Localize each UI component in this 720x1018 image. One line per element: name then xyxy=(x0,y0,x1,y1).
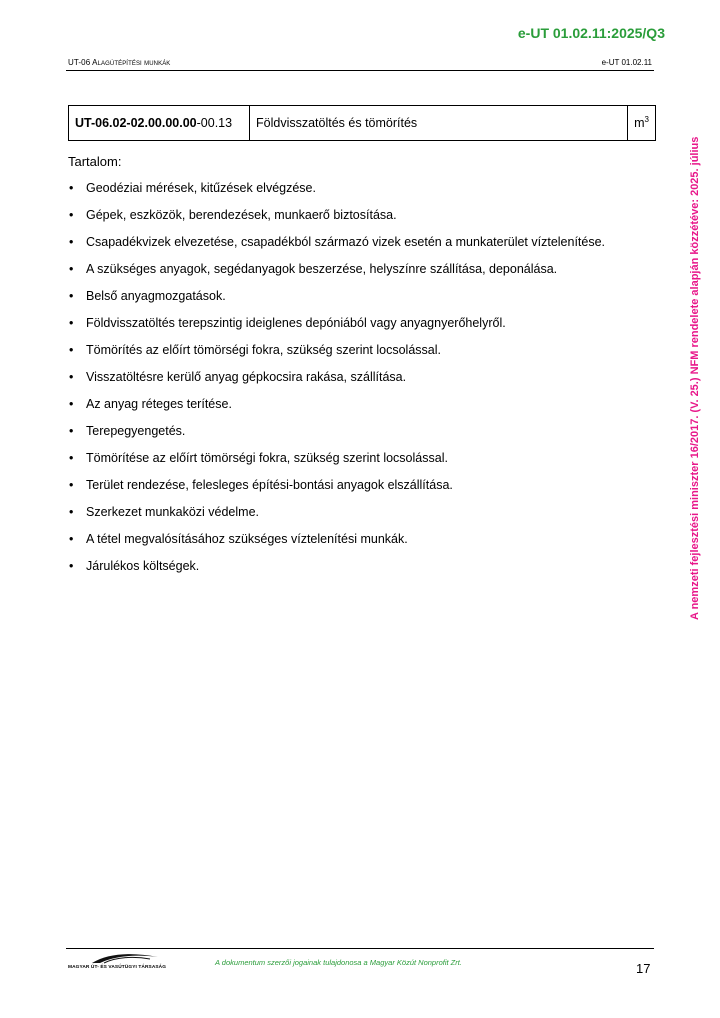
list-item: • Terepegyengetés. xyxy=(68,424,668,451)
list-item: • A szükséges anyagok, segédanyagok beszerzése, helyszínre szállítása, deponálása. xyxy=(68,262,668,289)
footer-copyright: A dokumentum szerzői jogainak tulajdonosa a Magyar Közút Nonprofit Zrt. xyxy=(215,958,462,967)
list-item: • A tétel megvalósításához szükséges víztelenítési munkák. xyxy=(68,532,668,559)
logo-text: MAGYAR ÚT- ÉS VASÚTÜGYI TÁRSASÁG xyxy=(68,965,167,970)
logo-swoosh-icon xyxy=(90,952,160,964)
content-list xyxy=(68,181,668,586)
item-code-cell xyxy=(69,106,250,141)
document-code: e-UT 01.02.11:2025/Q3 xyxy=(517,25,665,41)
list-item: • Terület rendezése, felesleges építési-bontási anyagok elszállítása. xyxy=(68,478,668,505)
publication-note: A nemzeti fejlesztési miniszter 16/2017. (V. 25.) NFM rendelete alapján közzétéve: 2025. július xyxy=(689,136,701,620)
footer-divider xyxy=(66,948,654,949)
list-item: • Szerkezet munkaközi védelme. xyxy=(68,505,668,532)
item-table xyxy=(68,105,656,141)
list-item: • Geodéziai mérések, kitűzések elvégzése. xyxy=(68,181,668,208)
item-unit: m xyxy=(634,116,645,131)
list-item: • Az anyag réteges terítése. xyxy=(68,397,668,424)
footer-logo xyxy=(68,952,168,974)
item-unit-cell xyxy=(628,106,656,141)
list-item: • Csapadékvizek elvezetése, csapadékból származó vizek esetén a munkaterület víztelenítése. xyxy=(68,235,668,262)
item-code-main: UT-06.02-02.00.00.00 xyxy=(75,116,197,130)
list-item: • Belső anyagmozgatások. xyxy=(68,289,668,316)
list-item: • Tömörítés az előírt tömörségi fokra, szükség szerint locsolással. xyxy=(68,343,668,370)
item-title: Földvisszatöltés és tömörítés xyxy=(250,106,628,141)
header-document-id: e-UT 01.02.11 xyxy=(601,58,652,67)
item-row xyxy=(69,106,656,141)
list-item: • Földvisszatöltés terepszintig ideiglenes depóniából vagy anyagnyerőhelyről. xyxy=(68,316,668,343)
page-number: 17 xyxy=(636,961,651,976)
item-code-suffix: -00.13 xyxy=(196,116,233,130)
list-item: • Tömörítése az előírt tömörségi fokra, szükség szerint locsolással. xyxy=(68,451,668,478)
content-label: Tartalom: xyxy=(68,154,122,169)
list-item: • Gépek, eszközök, berendezések, munkaerő biztosítása. xyxy=(68,208,668,235)
list-item: • Visszatöltésre kerülő anyag gépkocsira rakása, szállítása. xyxy=(68,370,668,397)
item-unit-exponent: 3 xyxy=(644,115,649,125)
header-chapter-title: UT-06 Alagútépítési munkák xyxy=(68,58,171,67)
list-item: • Járulékos költségek. xyxy=(68,559,668,586)
header-divider xyxy=(66,70,654,71)
